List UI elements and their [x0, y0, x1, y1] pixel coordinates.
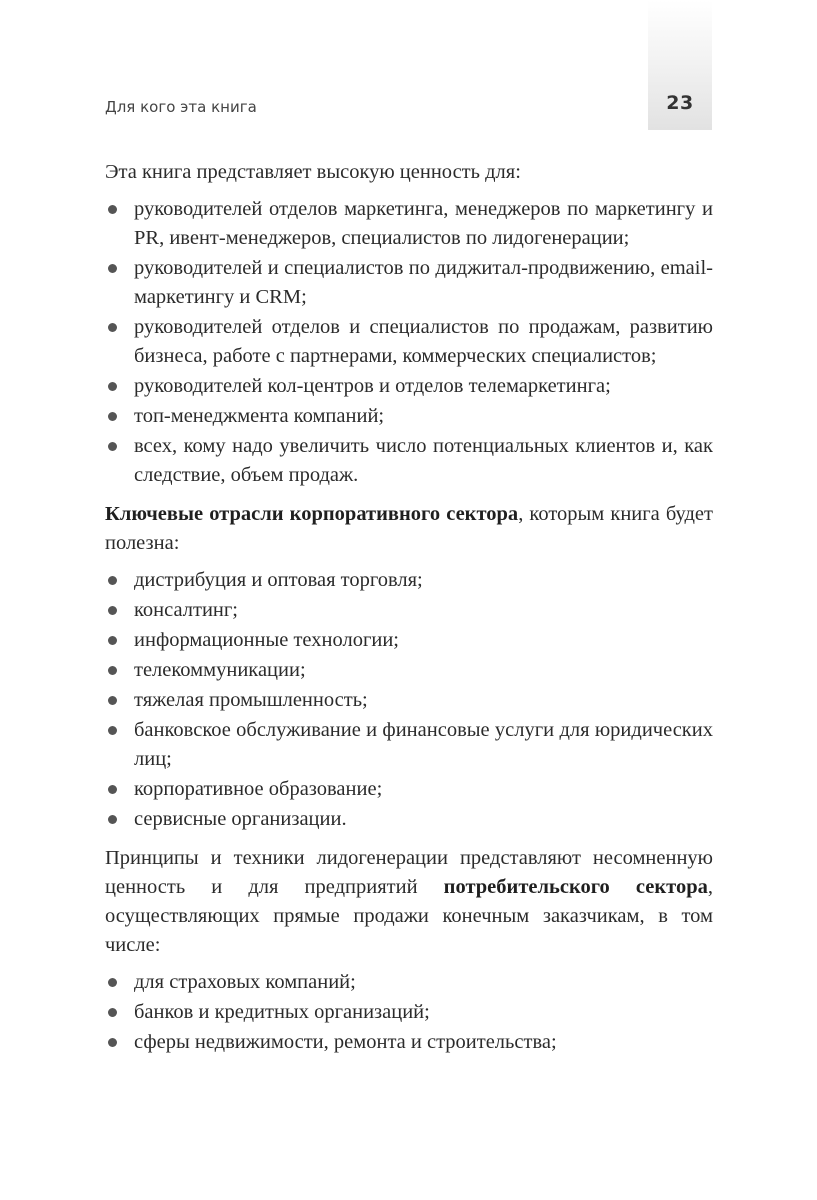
list-item-text: руководителей отделов и специалистов по продажам, развитию бизнеса, работе с партнерами, коммерческих специалистов;	[134, 316, 713, 367]
bullet-icon	[108, 696, 117, 705]
list-item	[105, 775, 713, 804]
section1-intro: Эта книга представляет высокую ценность для:	[105, 161, 521, 183]
running-head: Для кого эта книга	[105, 98, 257, 116]
page-number: 23	[666, 92, 694, 114]
bullet-icon	[108, 726, 117, 735]
list-item-text: сферы недвижимости, ремонта и строительства;	[134, 1031, 557, 1053]
section3-intro-bold: потребительского сектора	[443, 876, 708, 898]
list-item-text: дистрибуция и оптовая торговля;	[134, 569, 423, 591]
list-item-text: консалтинг;	[134, 599, 239, 621]
bullet-icon	[108, 636, 117, 645]
list-item	[105, 195, 713, 253]
list-item	[105, 716, 713, 774]
list-item-text: топ-менеджмента компаний;	[134, 405, 385, 427]
list-item-text: телекоммуникации;	[134, 659, 306, 681]
audience-list	[105, 195, 713, 490]
list-item-text: для страховых компаний;	[134, 971, 356, 993]
section2-intro	[105, 500, 713, 558]
list-item-text: тяжелая промышленность;	[134, 689, 368, 711]
bullet-icon	[108, 1038, 117, 1047]
bullet-icon	[108, 1008, 117, 1017]
list-item-text: руководителей кол-центров и отделов телемаркетинга;	[134, 375, 611, 397]
list-item	[105, 656, 713, 685]
list-item	[105, 402, 713, 431]
list-item	[105, 566, 713, 595]
list-item	[105, 313, 713, 371]
bullet-icon	[108, 382, 117, 391]
consumer-list	[105, 968, 713, 1057]
industries-list	[105, 566, 713, 834]
list-item-text: руководителей отделов маркетинга, менеджеров по маркетингу и PR, ивент-менеджеров, специалистов по лидогенерации;	[134, 198, 713, 249]
bullet-icon	[108, 815, 117, 824]
list-item	[105, 372, 713, 401]
list-item	[105, 998, 713, 1027]
list-item	[105, 805, 713, 834]
section2-intro-rest: , которым книга будет полезна:	[105, 503, 713, 554]
list-item-text: банковское обслуживание и финансовые услуги для юридических лиц;	[134, 719, 713, 770]
list-item	[105, 686, 713, 715]
bullet-icon	[108, 264, 117, 273]
list-item	[105, 432, 713, 490]
list-item-text: руководителей и специалистов по диджитал-продвижению, email-маркетингу и CRM;	[134, 257, 713, 308]
list-item	[105, 626, 713, 655]
list-item-text: всех, кому надо увеличить число потенциальных клиентов и, как следствие, объем продаж.	[134, 435, 713, 486]
bullet-icon	[108, 785, 117, 794]
list-item	[105, 1028, 713, 1057]
bullet-icon	[108, 666, 117, 675]
list-item-text: корпоративное образование;	[134, 778, 383, 800]
bullet-icon	[108, 205, 117, 214]
bullet-icon	[108, 412, 117, 421]
list-item-text: банков и кредитных организаций;	[134, 1001, 430, 1023]
list-item	[105, 968, 713, 997]
section3-intro	[105, 844, 713, 960]
list-item-text: сервисные организации.	[134, 808, 347, 830]
section3-intro-part2: , осуществляющих прямые продажи конечным заказчикам, в том числе:	[105, 876, 713, 956]
section2-intro-bold: Ключевые отрасли корпоративного сектора	[105, 503, 519, 525]
section3-intro-part1: Принципы и техники лидогенерации представляют несомненную ценность и для предприятий	[105, 847, 713, 898]
bullet-icon	[108, 606, 117, 615]
bullet-icon	[108, 978, 117, 987]
page-body	[105, 158, 713, 1067]
list-item	[105, 254, 713, 312]
bullet-icon	[108, 323, 117, 332]
list-item-text: информационные технологии;	[134, 629, 399, 651]
list-item	[105, 596, 713, 625]
bullet-icon	[108, 576, 117, 585]
bullet-icon	[108, 442, 117, 451]
